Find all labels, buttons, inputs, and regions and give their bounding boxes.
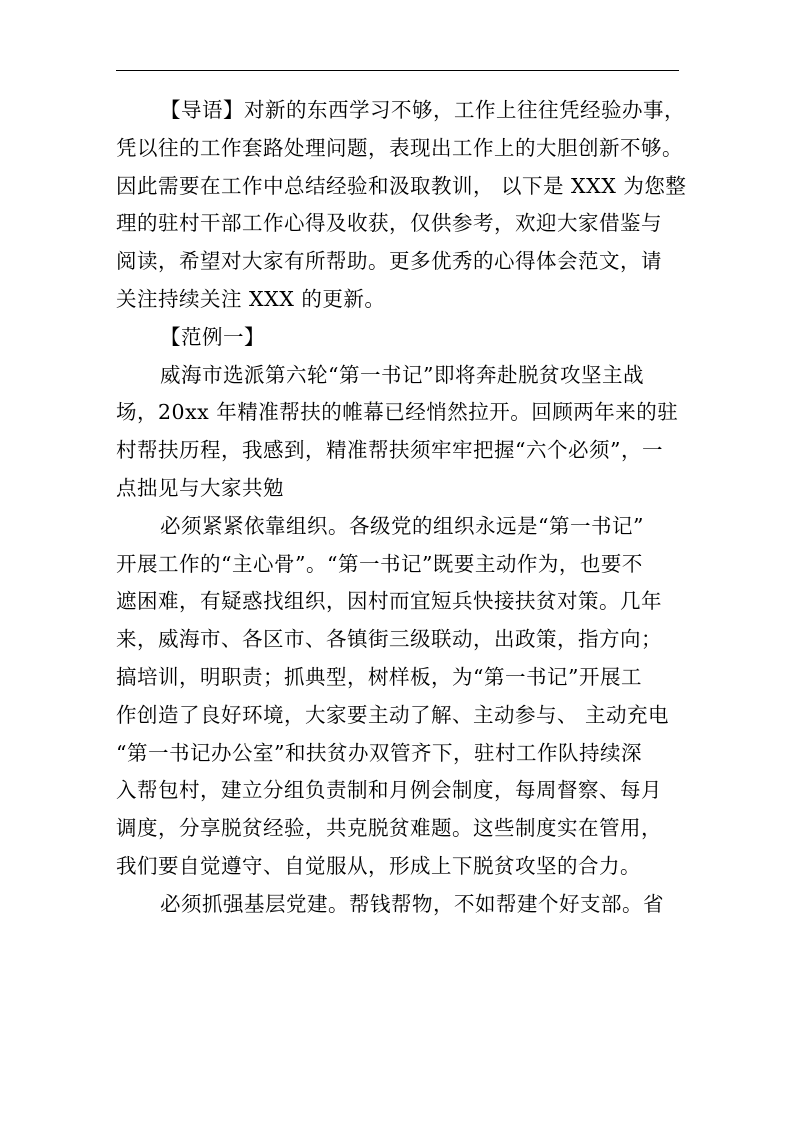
text-line: 【导语】对新的东西学习不够，工作上往往凭经验办事， bbox=[160, 98, 685, 122]
text-line: 入帮包村，建立分组负责制和月例会制度，每周督察、每月 bbox=[116, 778, 662, 803]
text-line: 凭以往的工作套路处理问题，表现出工作上的大胆创新不够。 bbox=[116, 135, 683, 160]
text-line: 场，20xx 年精准帮扶的帷幕已经悄然拉开。回顾两年来的驻 bbox=[116, 400, 679, 425]
section-heading: 【范例一】 bbox=[160, 324, 265, 349]
text-line: 我们要自觉遵守、自觉服从，形成上下脱贫攻坚的合力。 bbox=[116, 853, 641, 878]
text-line: 因此需要在工作中总结经验和汲取教训， 以下是 XXX 为您整 bbox=[116, 173, 687, 198]
text-line: 必须紧紧依靠组织。各级党的组织永远是“第一书记” bbox=[160, 513, 644, 538]
text-line: 威海市选派第六轮“第一书记”即将奔赴脱贫攻坚主战 bbox=[160, 362, 644, 387]
text-line: 调度，分享脱贫经验，共克脱贫难题。这些制度实在管用， bbox=[116, 816, 662, 841]
text-line: 搞培训，明职责；抓典型，树样板，为“第一书记”开展工 bbox=[116, 664, 642, 689]
header-rule bbox=[116, 70, 679, 71]
document-body bbox=[116, 92, 687, 924]
text-line: 村帮扶历程，我感到，精准帮扶须牢牢把握“六个必须”，一 bbox=[116, 438, 663, 463]
text-line: 遮困难，有疑惑找组织，因村而宜短兵快接扶贫对策。几年 bbox=[116, 589, 662, 614]
text-line: 点拙见与大家共勉 bbox=[116, 475, 284, 500]
text-line: 开展工作的“主心骨”。“第一书记”既要主动作为，也要不 bbox=[116, 551, 643, 576]
text-line: 作创造了良好环境，大家要主动了解、主动参与、 主动充电 bbox=[116, 702, 670, 727]
text-line: 阅读，希望对大家有所帮助。更多优秀的心得体会范文，请 bbox=[116, 249, 662, 274]
text-line: 来，威海市、各区市、各镇街三级联动，出政策，指方向； bbox=[116, 627, 662, 652]
text-line: 关注持续关注 XXX 的更新。 bbox=[116, 286, 386, 311]
text-line: 理的驻村干部工作心得及收获，仅供参考，欢迎大家借鉴与 bbox=[116, 211, 662, 236]
text-line: “第一书记办公室”和扶贫办双管齐下，驻村工作队持续深 bbox=[116, 740, 642, 765]
text-line: 必须抓强基层党建。帮钱帮物，不如帮建个好支部。省 bbox=[160, 891, 664, 916]
